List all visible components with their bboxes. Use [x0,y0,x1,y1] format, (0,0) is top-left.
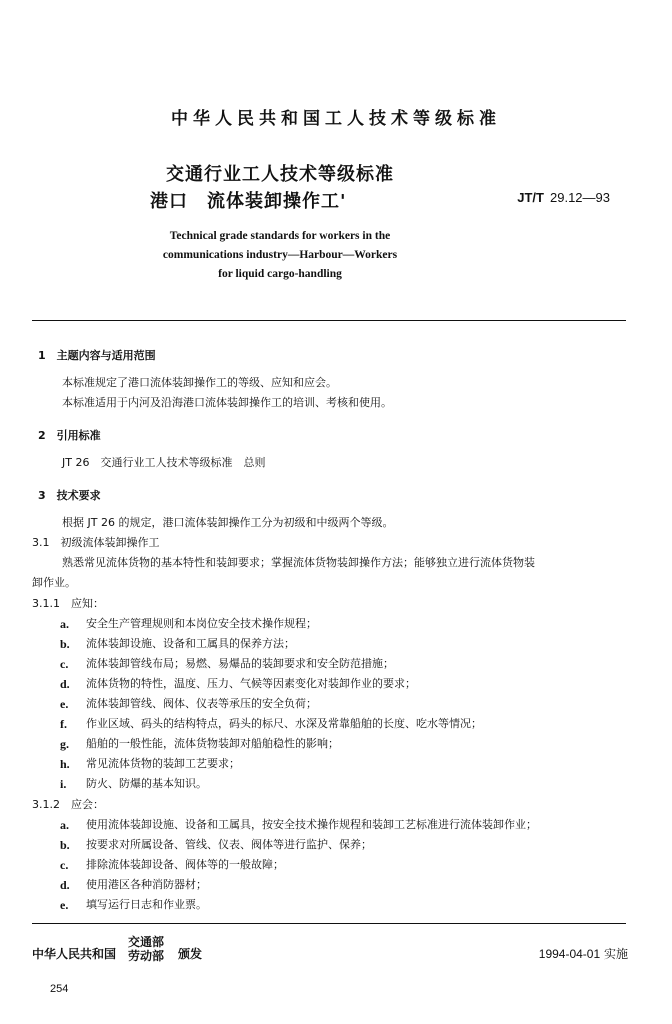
issuer-suffix: 颁发 [178,947,203,961]
know-item-text: 流体货物的特性，温度、压力、气候等因素变化对装卸作业的要求； [86,677,416,690]
know-item-text: 流体装卸管线布局；易燃、易爆品的装卸要求和安全防范措施； [86,657,394,670]
page-number: 254 [50,983,69,995]
standard-type-header: 中华人民共和国工人技术等级标准 [171,109,501,129]
do-item-text: 使用港区各种消防器材； [86,878,207,891]
section-2-reference: JT 26 交通行业工人技术等级标准 总则 [62,456,266,469]
know-item-text: 常见流体货物的装卸工艺要求； [86,757,240,770]
code-number: 29.12—93 [550,190,610,205]
issuer-country: 中华人民共和国 [32,947,117,961]
english-title-line2: communications industry—Harbour—Workers [162,249,398,261]
section-3-para-1: 根据 JT 26 的规定，港口流体装卸操作工分为初级和中级两个等级。 [62,516,394,529]
do-item-label: c. [60,858,69,872]
know-item-label: i. [60,777,67,791]
know-item-label: g. [60,737,69,751]
english-title-line3: for liquid cargo-handling [218,268,342,280]
footer-divider [32,923,626,924]
know-item-label: e. [60,697,69,711]
know-item-text: 作业区域、码头的结构特点，码头的标尺、水深及常靠船舶的长度、吃水等情况； [86,717,482,730]
do-item-label: a. [60,818,69,832]
section-3-1-para-1-cont: 卸作业。 [32,576,76,589]
section-3-1-2-title: 3.1.2 应会： [32,798,104,811]
know-item-label: b. [60,637,70,651]
doc-title-line1: 交通行业工人技术等级标准 [166,164,394,185]
standard-code [517,190,610,205]
know-item-label: d. [60,677,70,691]
section-3-1-title: 3.1 初级流体装卸操作工 [32,536,160,549]
do-item-text: 使用流体装卸设施、设备和工属具，按安全技术操作规程和装卸工艺标准进行流体装卸作业； [86,818,537,831]
header-divider [32,320,626,321]
do-item-text: 按要求对所属设备、管线、仪表、阀体等进行监护、保养； [86,838,372,851]
section-3-1-1-title: 3.1.1 应知： [32,597,104,610]
know-item-text: 流体装卸管线、阀体、仪表等承压的安全负荷； [86,697,317,710]
implement-label: 实施 [603,947,628,961]
know-item-text: 船舶的一般性能，流体货物装卸对船舶稳性的影响； [86,737,339,750]
know-item-label: c. [60,657,69,671]
english-title-line1: Technical grade standards for workers in the [169,230,391,242]
issuer-org-transport: 交通部 [128,935,165,949]
doc-title-line2: 港口 流体装卸操作工' [150,191,347,212]
know-item-label: f. [60,717,67,731]
issuer-org-labour: 劳动部 [128,949,165,963]
do-item-label: e. [60,898,69,912]
do-item-label: d. [60,878,70,892]
do-item-label: b. [60,838,70,852]
know-item-label: a. [60,617,69,631]
know-item-text: 防火、防爆的基本知识。 [86,777,207,790]
section-1-title: 1 主题内容与适用范围 [38,349,156,362]
section-1-para-1: 本标准规定了港口流体装卸操作工的等级、应知和应会。 [62,376,337,389]
section-3-title: 3 技术要求 [38,489,101,502]
section-3-1-para-1: 熟悉常见流体货物的基本特性和装卸要求；掌握流体货物装卸操作方法；能够独立进行流体货物装 [62,556,535,569]
do-item-text: 排除流体装卸设备、阀体等的一般故障； [86,858,284,871]
know-item-text: 安全生产管理规则和本岗位安全技术操作规程； [86,617,317,630]
issuer-orgs [128,935,164,963]
code-prefix: JT/T [517,190,544,205]
know-item-text: 流体装卸设施、设备和工属具的保养方法； [86,637,295,650]
know-item-label: h. [60,757,70,771]
implementation-date [539,945,628,962]
section-1-para-2: 本标准适用于内河及沿海港口流体装卸操作工的培训、考核和使用。 [62,396,392,409]
do-item-text: 填写运行日志和作业票。 [86,898,207,911]
section-2-title: 2 引用标准 [38,429,101,442]
implement-date-value: 1994-04-01 [538,947,601,961]
